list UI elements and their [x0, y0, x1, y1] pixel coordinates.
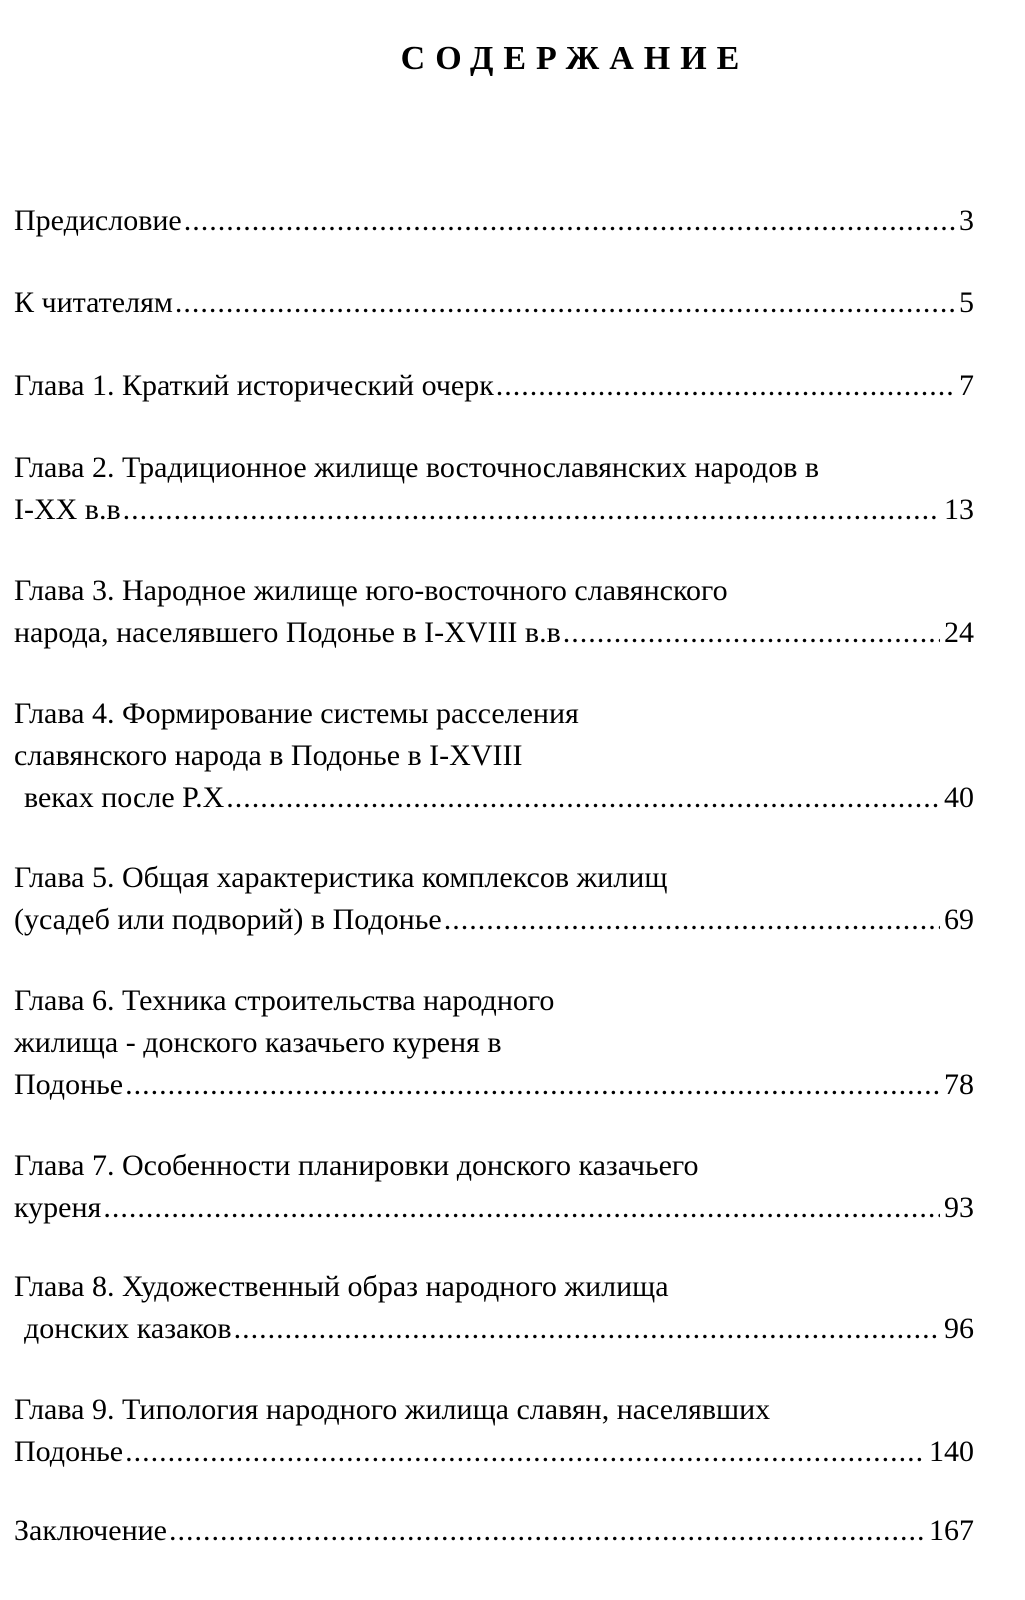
toc-entry-chapter-2[interactable] [14, 447, 974, 531]
dot-leader [175, 282, 955, 324]
toc-entry-chapter-9[interactable] [14, 1389, 974, 1473]
dot-leader [123, 489, 940, 531]
toc-entry-title: Глава 1. Краткий исторический очерк [14, 369, 494, 402]
dot-leader [444, 899, 940, 941]
toc-entry-chapter-4[interactable] [14, 693, 974, 819]
dot-leader [234, 1308, 940, 1350]
toc-page-number: 93 [944, 1191, 974, 1224]
toc-entry-title-line: Глава 7. Особенности планировки донского казачьего [14, 1149, 699, 1182]
toc-entry-to-readers[interactable] [14, 282, 974, 324]
toc-entry-chapter-7[interactable] [14, 1145, 974, 1229]
toc-entry-preface[interactable] [14, 200, 974, 242]
toc-entry-title-line: Глава 2. Традиционное жилище восточнославянских народов в [14, 451, 820, 484]
dot-leader [125, 1431, 925, 1473]
dot-leader [103, 1187, 940, 1229]
toc-page-number: 69 [944, 903, 974, 936]
toc-entry-title-line: донских казаков [24, 1312, 232, 1345]
toc-page-number: 5 [959, 286, 974, 319]
toc-entry-title: Заключение [14, 1514, 167, 1547]
toc-page-number: 3 [959, 204, 974, 237]
toc-entry-title-line: народа, населявшего Подонье в I-XVIII в.в [14, 616, 561, 649]
toc-entry-title-line: веках после Р.Х [24, 781, 225, 814]
toc-entry-chapter-1[interactable] [14, 365, 974, 407]
toc-entry-chapter-6[interactable] [14, 980, 974, 1106]
toc-entry-title-line: Подонье [14, 1068, 124, 1101]
toc-entry-chapter-3[interactable] [14, 570, 974, 654]
dot-leader [226, 777, 940, 819]
toc-entry-title-line: Глава 9. Типология народного жилища славян, населявших [14, 1393, 771, 1426]
toc-page-number: 13 [944, 493, 974, 526]
toc-entry-title-line: Глава 4. Формирование системы расселения [14, 697, 579, 730]
toc-entry-title-line: славянского народа в Подонье в I-XVIII [14, 739, 523, 772]
toc-page-number: 167 [929, 1514, 974, 1547]
page-title: СОДЕРЖАНИЕ [400, 40, 750, 77]
dot-leader [125, 1064, 940, 1106]
toc-page-number: 96 [944, 1312, 974, 1345]
toc-entry-title-line: Глава 5. Общая характеристика комплексов жилищ [14, 861, 668, 894]
dot-leader [496, 365, 955, 407]
toc-entry-title-line: жилища - донского казачьего куреня в [14, 1026, 502, 1059]
toc-entry-title-line: I-XX в.в [14, 493, 121, 526]
toc-entry-title-line: куреня [14, 1191, 102, 1224]
toc-entry-conclusion[interactable] [14, 1510, 974, 1552]
toc-page-number: 140 [929, 1435, 974, 1468]
toc-entry-title-line: (усадеб или подворий) в Подонье [14, 903, 442, 936]
toc-entry-title: Предисловие [14, 204, 182, 237]
dot-leader [169, 1510, 925, 1552]
toc-entry-chapter-8[interactable] [14, 1266, 974, 1350]
toc-page-number: 7 [959, 369, 974, 402]
toc-entry-title-line: Глава 3. Народное жилище юго-восточного славянского [14, 574, 728, 607]
toc-page-number: 24 [944, 616, 974, 649]
toc-entry-title-line: Глава 6. Техника строительства народного [14, 984, 555, 1017]
toc-entry-title: К читателям [14, 286, 173, 319]
toc-entry-title-line: Подонье [14, 1435, 124, 1468]
toc-entry-chapter-5[interactable] [14, 857, 974, 941]
toc-page-number: 40 [944, 781, 974, 814]
toc-page-number: 78 [944, 1068, 974, 1101]
dot-leader [184, 200, 955, 242]
toc-entry-title-line: Глава 8. Художественный образ народного жилища [14, 1270, 669, 1303]
dot-leader [563, 612, 940, 654]
